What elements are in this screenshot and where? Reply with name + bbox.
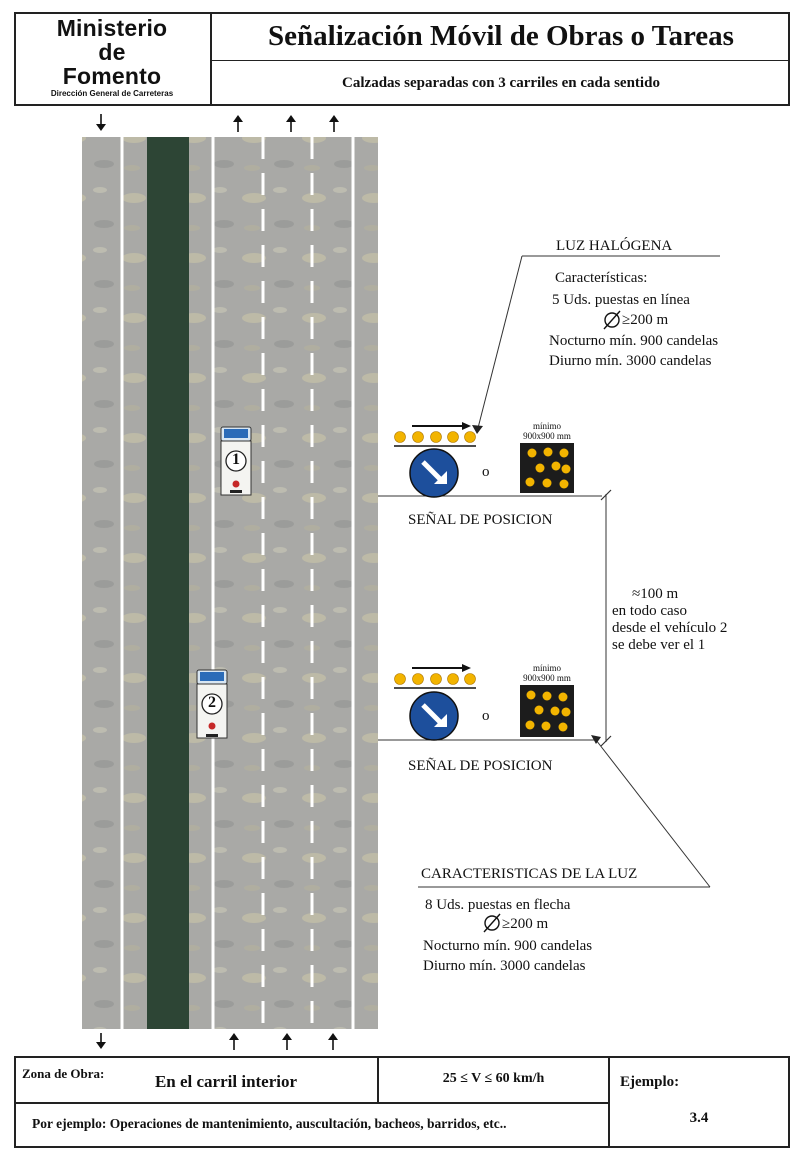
panel-top-or: o (482, 464, 490, 480)
distance-line-4: se debe ver el 1 (612, 637, 706, 653)
distance-line-1: ≈100 m (632, 586, 679, 602)
ejemplo-label: Ejemplo: (620, 1074, 680, 1090)
panel-top-min-label: mínimo (532, 421, 561, 431)
ministry-line-2: de (98, 39, 126, 65)
speed-range: 25 ≤ V ≤ 60 km/h (442, 1071, 545, 1086)
ministry-line-3: Fomento (62, 63, 162, 89)
footer-ejemplo-cell (608, 1056, 790, 1148)
panel-bottom-min-label: mínimo (532, 663, 561, 673)
down-arrow-icon (96, 114, 106, 131)
panel-bottom-caption: SEÑAL DE POSICION (408, 758, 553, 774)
caract-line-3: Nocturno mín. 900 candelas (423, 938, 593, 954)
up-arrow-icon (282, 1033, 292, 1050)
panel-top-size-label: 900x900 mm (523, 431, 571, 441)
light-panel-top (520, 443, 574, 493)
caract-line-4: Diurno mín. 3000 candelas (423, 958, 586, 974)
distance-line-2: en todo caso (612, 603, 687, 619)
caract-line-1: 8 Uds. puestas en flecha (425, 897, 571, 913)
halogen-title: LUZ HALÓGENA (556, 238, 673, 254)
pointer-line-halogen (478, 256, 522, 428)
up-arrow-icon (328, 1033, 338, 1050)
caract-title: CARACTERISTICAS DE LA LUZ (421, 866, 638, 882)
down-arrow-icon (96, 1033, 106, 1049)
halogen-line-2: ≥200 m (622, 312, 669, 328)
up-arrow-icon (229, 1033, 239, 1050)
distance-line-3: desde el vehículo 2 (612, 620, 728, 636)
halogen-caracteristicas: Características: (555, 270, 648, 286)
panel-bottom-size-label: 900x900 mm (523, 673, 571, 683)
up-arrow-icon (233, 115, 243, 132)
position-sign-bottom (394, 664, 476, 740)
zona-value: En el carril interior (154, 1072, 298, 1091)
light-panel-bottom (520, 685, 574, 737)
vehicle-2-number: 2 (208, 694, 216, 711)
halogen-line-3: Nocturno mín. 900 candelas (549, 333, 719, 349)
ministry-line-1: Ministerio (56, 15, 168, 41)
ministry-subtitle: Dirección General de Carreteras (50, 89, 174, 98)
median-strip (147, 137, 189, 1029)
example-text: Por ejemplo: Operaciones de mantenimiento, auscultación, bacheos, barridos, etc.. (32, 1116, 507, 1131)
footer-zona-cell (14, 1056, 379, 1104)
footer-example-cell (14, 1102, 610, 1148)
panel-top-caption: SEÑAL DE POSICION (408, 512, 553, 528)
diameter-icon (604, 311, 620, 329)
up-arrow-icon (286, 115, 296, 132)
halogen-line-1: 5 Uds. puestas en línea (552, 292, 690, 308)
footer-speed-cell (377, 1056, 610, 1104)
vehicle-1-number: 1 (232, 451, 240, 468)
panel-bottom-or: o (482, 708, 490, 724)
zona-label: Zona de Obra: (22, 1066, 105, 1081)
halogen-line-4: Diurno mín. 3000 candelas (549, 353, 712, 369)
up-arrow-icon (329, 115, 339, 132)
position-sign-top (394, 422, 476, 497)
caract-line-2: ≥200 m (502, 916, 549, 932)
road-surface (82, 137, 378, 1029)
ejemplo-value: 3.4 (689, 1110, 709, 1126)
page-title: Señalización Móvil de Obras o Tareas (268, 20, 734, 52)
diameter-icon (484, 914, 500, 932)
page-subtitle: Calzadas separadas con 3 carriles en cada sentido (342, 75, 660, 91)
